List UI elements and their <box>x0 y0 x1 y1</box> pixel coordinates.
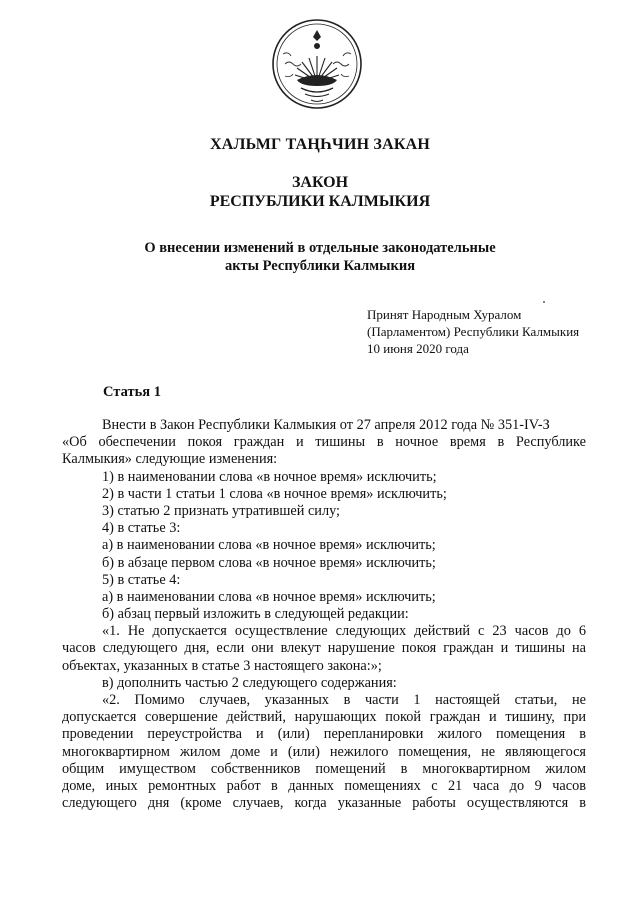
body-line: 1) в наименовании слова «в ночное время» исключить; <box>102 468 437 485</box>
body-line: следующего дня (кроме случаев, когда указанные работы осуществляются в <box>62 795 586 812</box>
body-line: «1. Не допускается осуществление следующих действий с 23 часов до 6 <box>102 623 586 640</box>
body-line: «2. Помимо случаев, указанных в части 1 настоящей статьи, не <box>102 692 586 708</box>
article-body <box>62 417 586 812</box>
body-line: многоквартирном жилом доме и (или) нежилого помещения, не являющегося <box>62 743 586 760</box>
adoption-line-2: (Парламентом) Республики Калмыкия <box>367 324 580 339</box>
kalmyk-title: ХАЛЬМГ ТАҢҺЧИН ЗАКАН <box>209 136 431 153</box>
adoption-date: 10 июня 2020 года <box>367 341 469 356</box>
body-line: доме, иных ремонтных работ в данных помещениях с 21 часа до 9 часов <box>62 777 586 794</box>
body-line: в) дополнить частью 2 следующего содержания: <box>102 674 397 691</box>
adoption-line-1: Принят Народным Хуралом <box>367 307 522 322</box>
body-line: а) в наименовании слова «в ночное время» исключить; <box>102 537 436 554</box>
law-label: ЗАКОН <box>291 174 349 191</box>
body-line: б) в абзаце первом слова «в ночное время» исключить; <box>102 554 436 571</box>
article-title: Статья 1 <box>103 384 161 400</box>
body-line: проведении переустройства и (или) перепланировки жилого помещения в <box>62 726 586 743</box>
body-line: 4) в статье 3: <box>102 520 181 537</box>
subject-line-2: акты Республики Калмыкия <box>224 258 416 274</box>
body-line: объектах, указанных в статье 3 настоящего закона:»; <box>62 657 382 674</box>
body-line: «Об обеспечении покоя граждан и тишины в ночное время в Республике <box>62 434 586 451</box>
body-line: 2) в части 1 статьи 1 слова «в ночное время» исключить; <box>102 485 447 502</box>
republic-title: РЕСПУБЛИКИ КАЛМЫКИЯ <box>209 193 431 210</box>
kalmykia-emblem-icon <box>271 18 363 110</box>
body-line: а) в наименовании слова «в ночное время» исключить; <box>102 588 436 605</box>
body-line: 5) в статье 4: <box>102 571 181 588</box>
body-line: общим имуществом собственников помещений в многоквартирном жилом <box>62 760 586 777</box>
subject-line-1: О внесении изменений в отдельные законодательные <box>144 240 496 256</box>
body-line: б) абзац первый изложить в следующей редакции: <box>102 606 409 623</box>
adoption-note <box>367 306 579 357</box>
body-line: Калмыкия» следующие изменения: <box>62 451 278 468</box>
scan-speck <box>543 301 545 303</box>
body-line: допускается совершение действий, нарушающих покой граждан и тишину, при <box>62 709 586 726</box>
body-line: часов следующего дня, если они влекут нарушение покоя граждан и тишины на <box>62 640 586 657</box>
body-line: 3) статью 2 признать утратившей силу; <box>102 502 341 519</box>
body-line: Внести в Закон Республики Калмыкия от 27 апреля 2012 года № 351-IV-З <box>102 417 550 433</box>
